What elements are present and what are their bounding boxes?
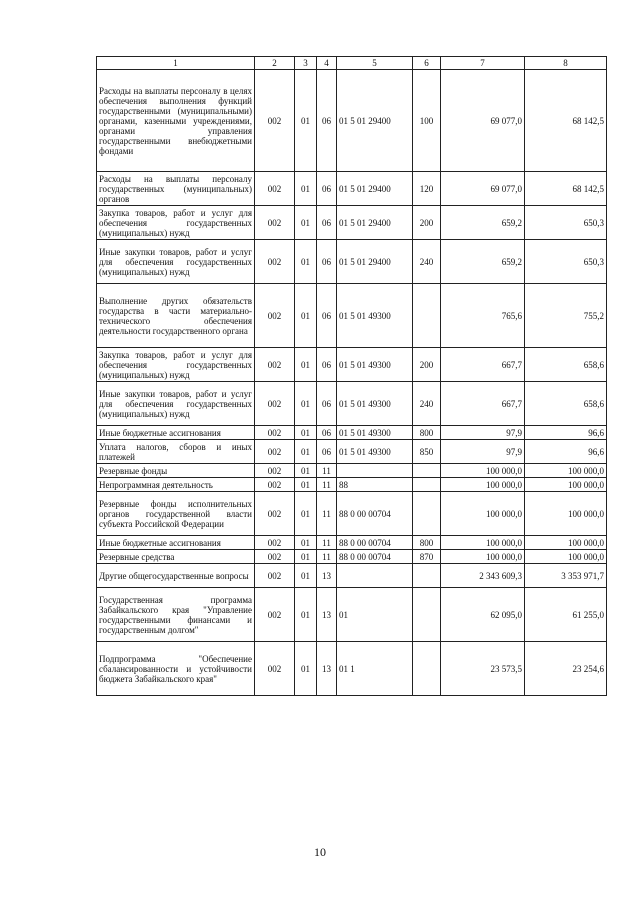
amount-year1-cell: 62 095,0: [441, 588, 525, 642]
target-article-cell: 88 0 00 00704: [337, 492, 413, 536]
expense-type-cell: 870: [413, 550, 441, 564]
item-name-cell: Иные бюджетные ассигнования: [97, 426, 255, 440]
amount-year1-cell: 97,9: [441, 440, 525, 464]
item-name-cell: Закупка товаров, работ и услуг для обеспечения государственных (муниципальных) нужд: [97, 206, 255, 240]
section-cell: 01: [295, 564, 317, 588]
subsection-cell: 11: [317, 550, 337, 564]
amount-year2-cell: 658,6: [525, 348, 607, 382]
item-name-cell: Подпрограмма "Обеспечение сбалансированности и устойчивости бюджета Забайкальского края": [97, 642, 255, 696]
grbs-cell: 002: [255, 492, 295, 536]
grbs-cell: 002: [255, 172, 295, 206]
subsection-cell: 06: [317, 440, 337, 464]
expense-type-cell: 800: [413, 536, 441, 550]
amount-year2-cell: 96,6: [525, 426, 607, 440]
grbs-cell: 002: [255, 588, 295, 642]
section-cell: 01: [295, 588, 317, 642]
amount-year2-cell: 100 000,0: [525, 478, 607, 492]
subsection-cell: 06: [317, 348, 337, 382]
expense-type-cell: [413, 564, 441, 588]
amount-year1-cell: 667,7: [441, 382, 525, 426]
target-article-cell: [337, 464, 413, 478]
section-cell: 01: [295, 382, 317, 426]
section-cell: 01: [295, 550, 317, 564]
subsection-cell: 13: [317, 588, 337, 642]
header-cell: 7: [441, 57, 525, 70]
table-row: [97, 588, 607, 642]
target-article-cell: 01 1: [337, 642, 413, 696]
target-article-cell: 01 5 01 49300: [337, 284, 413, 348]
grbs-cell: 002: [255, 206, 295, 240]
item-name-cell: Резервные средства: [97, 550, 255, 564]
section-cell: 01: [295, 492, 317, 536]
grbs-cell: 002: [255, 284, 295, 348]
table-row: [97, 382, 607, 426]
amount-year2-cell: 100 000,0: [525, 550, 607, 564]
section-cell: 01: [295, 464, 317, 478]
item-name-cell: Государственная программа Забайкальского края "Управление государственными финансами и государственным долгом": [97, 588, 255, 642]
section-cell: 01: [295, 70, 317, 172]
amount-year1-cell: 667,7: [441, 348, 525, 382]
section-cell: 01: [295, 536, 317, 550]
amount-year2-cell: 100 000,0: [525, 492, 607, 536]
table-header-row: [97, 57, 607, 70]
expense-type-cell: 850: [413, 440, 441, 464]
table-row: [97, 536, 607, 550]
target-article-cell: 01: [337, 588, 413, 642]
grbs-cell: 002: [255, 536, 295, 550]
header-cell: 8: [525, 57, 607, 70]
header-cell: 3: [295, 57, 317, 70]
expense-type-cell: 240: [413, 382, 441, 426]
expense-type-cell: 800: [413, 426, 441, 440]
header-cell: 6: [413, 57, 441, 70]
item-name-cell: Иные закупки товаров, работ и услуг для обеспечения государственных (муниципальных) нужд: [97, 240, 255, 284]
amount-year2-cell: 23 254,6: [525, 642, 607, 696]
subsection-cell: 11: [317, 464, 337, 478]
grbs-cell: 002: [255, 642, 295, 696]
section-cell: 01: [295, 440, 317, 464]
table-row: [97, 564, 607, 588]
grbs-cell: 002: [255, 440, 295, 464]
amount-year1-cell: 100 000,0: [441, 550, 525, 564]
table-row: [97, 440, 607, 464]
amount-year1-cell: 100 000,0: [441, 478, 525, 492]
section-cell: 01: [295, 206, 317, 240]
grbs-cell: 002: [255, 348, 295, 382]
section-cell: 01: [295, 284, 317, 348]
target-article-cell: 01 5 01 29400: [337, 70, 413, 172]
amount-year1-cell: 23 573,5: [441, 642, 525, 696]
subsection-cell: 06: [317, 426, 337, 440]
item-name-cell: Расходы на выплаты персоналу государственных (муниципальных) органов: [97, 172, 255, 206]
amount-year2-cell: 68 142,5: [525, 70, 607, 172]
target-article-cell: 01 5 01 29400: [337, 206, 413, 240]
section-cell: 01: [295, 240, 317, 284]
section-cell: 01: [295, 478, 317, 492]
target-article-cell: [337, 564, 413, 588]
section-cell: 01: [295, 642, 317, 696]
item-name-cell: Иные закупки товаров, работ и услуг для обеспечения государственных (муниципальных) нужд: [97, 382, 255, 426]
table-row: [97, 426, 607, 440]
grbs-cell: 002: [255, 564, 295, 588]
expense-type-cell: [413, 478, 441, 492]
subsection-cell: 11: [317, 492, 337, 536]
table-row: [97, 550, 607, 564]
target-article-cell: 01 5 01 29400: [337, 240, 413, 284]
subsection-cell: 06: [317, 240, 337, 284]
grbs-cell: 002: [255, 382, 295, 426]
budget-table: [96, 56, 607, 696]
amount-year2-cell: 658,6: [525, 382, 607, 426]
item-name-cell: Резервные фонды: [97, 464, 255, 478]
amount-year1-cell: 69 077,0: [441, 172, 525, 206]
target-article-cell: 01 5 01 29400: [337, 172, 413, 206]
expense-type-cell: 200: [413, 206, 441, 240]
header-cell: 5: [337, 57, 413, 70]
subsection-cell: 06: [317, 172, 337, 206]
amount-year1-cell: 97,9: [441, 426, 525, 440]
section-cell: 01: [295, 348, 317, 382]
subsection-cell: 06: [317, 70, 337, 172]
page-number: 10: [314, 845, 326, 859]
target-article-cell: 01 5 01 49300: [337, 440, 413, 464]
expense-type-cell: [413, 588, 441, 642]
amount-year2-cell: 96,6: [525, 440, 607, 464]
header-cell: 4: [317, 57, 337, 70]
target-article-cell: 01 5 01 49300: [337, 382, 413, 426]
subsection-cell: 06: [317, 284, 337, 348]
target-article-cell: 01 5 01 49300: [337, 348, 413, 382]
amount-year2-cell: 650,3: [525, 240, 607, 284]
amount-year2-cell: 100 000,0: [525, 464, 607, 478]
subsection-cell: 11: [317, 478, 337, 492]
item-name-cell: Выполнение других обязательств государства в части материально-технического обеспечения деятельности государственного органа: [97, 284, 255, 348]
subsection-cell: 11: [317, 536, 337, 550]
item-name-cell: Уплата налогов, сборов и иных платежей: [97, 440, 255, 464]
item-name-cell: Расходы на выплаты персоналу в целях обеспечения выполнения функций государственными (муниципальными) органами, казенными учреждениями, органами управления государственными внебюджетными фондами: [97, 70, 255, 172]
amount-year2-cell: 68 142,5: [525, 172, 607, 206]
amount-year2-cell: 3 353 971,7: [525, 564, 607, 588]
item-name-cell: Резервные фонды исполнительных органов государственной власти субъекта Российской Федерации: [97, 492, 255, 536]
table-row: [97, 642, 607, 696]
table-row: [97, 206, 607, 240]
expense-type-cell: 200: [413, 348, 441, 382]
amount-year1-cell: 659,2: [441, 240, 525, 284]
grbs-cell: 002: [255, 70, 295, 172]
target-article-cell: 88 0 00 00704: [337, 550, 413, 564]
expense-type-cell: 100: [413, 70, 441, 172]
subsection-cell: 13: [317, 564, 337, 588]
target-article-cell: 88: [337, 478, 413, 492]
expense-type-cell: [413, 464, 441, 478]
amount-year1-cell: 100 000,0: [441, 492, 525, 536]
amount-year1-cell: 765,6: [441, 284, 525, 348]
amount-year2-cell: 61 255,0: [525, 588, 607, 642]
amount-year1-cell: 100 000,0: [441, 464, 525, 478]
section-cell: 01: [295, 172, 317, 206]
item-name-cell: Иные бюджетные ассигнования: [97, 536, 255, 550]
amount-year2-cell: 100 000,0: [525, 536, 607, 550]
table-row: [97, 492, 607, 536]
grbs-cell: 002: [255, 550, 295, 564]
grbs-cell: 002: [255, 240, 295, 284]
table-row: [97, 172, 607, 206]
table-row: [97, 240, 607, 284]
target-article-cell: 01 5 01 49300: [337, 426, 413, 440]
table-row: [97, 464, 607, 478]
item-name-cell: Другие общегосударственные вопросы: [97, 564, 255, 588]
item-name-cell: Непрограммная деятельность: [97, 478, 255, 492]
amount-year2-cell: 755,2: [525, 284, 607, 348]
expense-type-cell: [413, 492, 441, 536]
header-cell: 2: [255, 57, 295, 70]
subsection-cell: 06: [317, 382, 337, 426]
amount-year1-cell: 2 343 609,3: [441, 564, 525, 588]
table-row: [97, 478, 607, 492]
item-name-cell: Закупка товаров, работ и услуг для обеспечения государственных (муниципальных) нужд: [97, 348, 255, 382]
section-cell: 01: [295, 426, 317, 440]
grbs-cell: 002: [255, 426, 295, 440]
amount-year2-cell: 650,3: [525, 206, 607, 240]
table-row: [97, 70, 607, 172]
subsection-cell: 13: [317, 642, 337, 696]
expense-type-cell: [413, 642, 441, 696]
table-row: [97, 284, 607, 348]
target-article-cell: 88 0 00 00704: [337, 536, 413, 550]
subsection-cell: 06: [317, 206, 337, 240]
header-cell: 1: [97, 57, 255, 70]
expense-type-cell: 240: [413, 240, 441, 284]
amount-year1-cell: 69 077,0: [441, 70, 525, 172]
amount-year1-cell: 100 000,0: [441, 536, 525, 550]
amount-year1-cell: 659,2: [441, 206, 525, 240]
table-row: [97, 348, 607, 382]
grbs-cell: 002: [255, 464, 295, 478]
expense-type-cell: 120: [413, 172, 441, 206]
grbs-cell: 002: [255, 478, 295, 492]
expense-type-cell: [413, 284, 441, 348]
